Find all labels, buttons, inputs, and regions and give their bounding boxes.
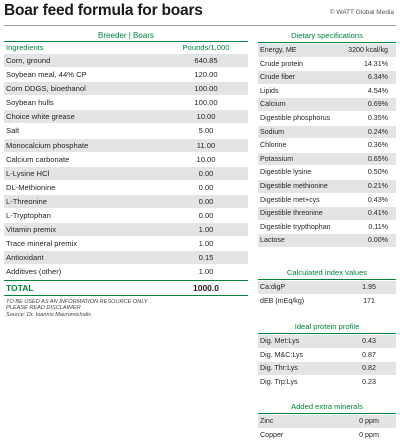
table-row: [258, 362, 396, 376]
table-row: [4, 54, 248, 68]
table-row: [258, 153, 396, 167]
table-row: [4, 265, 248, 279]
row-label: Corn, ground: [6, 56, 51, 65]
table-row: [4, 110, 248, 124]
row-value: 0.00: [198, 168, 214, 178]
ingredients-col-header: Ingredients: [6, 43, 44, 52]
table-row: [258, 44, 396, 58]
row-label: Calcium carbonate: [6, 154, 70, 164]
row-value: 0.65%: [367, 154, 388, 163]
row-label: Crude protein: [260, 59, 303, 68]
row-value: 4.54%: [367, 86, 388, 95]
index-rows: [258, 281, 396, 308]
row-label: Soybean meal, 44% CP: [6, 70, 87, 80]
table-row: [258, 295, 396, 309]
disclaimer-note: [4, 299, 248, 319]
row-label: L-Tryptophan: [6, 211, 51, 221]
row-value: 1.00: [198, 225, 214, 235]
table-row: [258, 415, 396, 429]
row-value: 0.50%: [367, 168, 388, 177]
extra-minerals-table: [258, 401, 396, 442]
row-value: 3200 kcal/kg: [348, 46, 388, 54]
table-row: [4, 237, 248, 251]
table-row: [258, 234, 396, 248]
row-label: Choice white grease: [6, 112, 75, 122]
note-line-1: TO BE USED AS AN INFORMATION RESOURCE ONLY: [6, 298, 148, 305]
table-row: [258, 126, 396, 140]
row-value: 0.43: [362, 337, 376, 345]
row-label: Dig. Thr:Lys: [260, 364, 298, 373]
table-row: [4, 195, 248, 209]
row-label: Lactose: [260, 236, 285, 245]
table-row: [4, 153, 248, 167]
row-value: 0.69%: [367, 100, 388, 109]
row-label: Digestible trypthophan: [260, 222, 331, 231]
table-row: [258, 112, 396, 126]
table-row: [4, 181, 248, 195]
row-label: Digestible lysine: [260, 168, 312, 177]
row-value: 10.00: [196, 154, 216, 164]
table-row: [4, 139, 248, 153]
table-row: [258, 221, 396, 235]
table-row: [258, 71, 396, 85]
table-row: [258, 429, 396, 443]
row-value: 14.31%: [363, 59, 388, 68]
table-row: [258, 166, 396, 180]
row-label: Energy, ME: [260, 46, 297, 54]
row-label: Soybean hulls: [6, 98, 54, 108]
row-label: Crude fiber: [260, 73, 296, 82]
row-value: 1.95: [362, 283, 376, 291]
table-row: [258, 281, 396, 295]
table-row: [258, 58, 396, 72]
row-value: 0.11%: [368, 222, 388, 231]
row-value: 0.35%: [367, 113, 388, 122]
row-label: L-Threonine: [6, 196, 47, 206]
breeder-section-title: Breeder | Boars: [4, 30, 248, 42]
row-label: Dig. M&C:Lys: [260, 350, 304, 359]
row-label: dEB (mEq/kg): [260, 296, 305, 305]
row-value: 0.41%: [367, 209, 388, 218]
row-label: Digestible phosphorus: [260, 113, 331, 122]
table-row: [258, 349, 396, 363]
row-value: 0.00%: [367, 236, 388, 245]
dietary-title: Dietary specifications: [258, 30, 396, 43]
row-value: 10.00: [196, 112, 216, 122]
row-value: 120.00: [194, 70, 218, 80]
row-label: Monocalcium phosphate: [6, 140, 89, 150]
pounds-col-header: Pounds/1,000: [182, 43, 230, 52]
table-row: [4, 209, 248, 223]
row-value: 0.36%: [367, 141, 388, 150]
table-row: [4, 82, 248, 96]
row-label: Dig. Trp:Lys: [260, 377, 298, 386]
row-label: Vitamin premix: [6, 225, 57, 235]
credit-text: © WATT Global Media: [329, 9, 394, 16]
row-label: Corn DDGS, bioethanol: [6, 84, 86, 94]
row-label: Digestible methionine: [260, 181, 328, 190]
total-value: 1000.0: [193, 282, 219, 293]
protein-rows: [258, 335, 396, 389]
total-label: TOTAL: [6, 282, 34, 293]
row-label: Lipids: [260, 86, 279, 95]
table-row: [258, 85, 396, 99]
row-label: Antioxidant: [6, 253, 44, 263]
protein-title: Ideal protein profile: [258, 321, 396, 334]
note-line-2: PLEASE READ DISCLAIMER: [6, 305, 81, 312]
row-label: Trace mineral premix: [6, 239, 78, 249]
row-value: 0.87: [362, 350, 376, 359]
ingredients-table: [4, 30, 248, 319]
table-row: [258, 376, 396, 390]
row-value: 0.15: [198, 253, 214, 263]
page-title: Boar feed formula for boars: [4, 2, 203, 19]
table-row: [4, 68, 248, 82]
table-row: [4, 124, 248, 138]
row-value: 171: [363, 296, 375, 305]
dietary-specifications-table: [258, 30, 396, 248]
table-row: [258, 335, 396, 349]
row-label: Sodium: [260, 127, 285, 136]
dietary-rows: [258, 44, 396, 248]
source-line: Source: Dr. Ioannis Mavromichalis: [6, 312, 91, 319]
row-label: DL-Methionine: [6, 182, 56, 192]
row-value: 11.00: [196, 140, 216, 150]
row-label: Zinc: [260, 417, 274, 425]
row-value: 100.00: [194, 98, 218, 108]
row-value: 6.34%: [367, 73, 388, 82]
row-label: Salt: [6, 126, 20, 136]
row-label: Additives (other): [6, 267, 62, 277]
table-row: [4, 167, 248, 181]
table-row: [4, 223, 248, 237]
title-rule: [4, 25, 396, 26]
row-value: 0.00: [198, 211, 214, 221]
row-value: 0.43%: [367, 195, 388, 204]
row-label: Digestible met+cys: [260, 195, 320, 204]
row-label: Chlorine: [260, 141, 287, 150]
row-value: 0.00: [198, 182, 214, 192]
row-label: Ca:digP: [260, 283, 286, 291]
row-value: 1.00: [198, 267, 214, 277]
ideal-protein-table: [258, 321, 396, 389]
table-row: [258, 194, 396, 208]
row-value: 5.00: [198, 126, 214, 136]
row-value: 640.85: [194, 56, 218, 65]
row-label: Digestible threonine: [260, 209, 323, 218]
index-values-table: [258, 267, 396, 308]
table-row: [4, 96, 248, 110]
minerals-rows: [258, 415, 396, 442]
row-value: 0.82: [362, 364, 376, 373]
row-value: 0.21%: [367, 181, 388, 190]
row-value: 0.23: [362, 377, 376, 386]
ingredients-rows: [4, 54, 248, 280]
row-label: L-Lysine HCl: [6, 168, 50, 178]
ingredients-header: [4, 42, 248, 54]
row-value: 100.00: [194, 84, 218, 94]
row-value: 0.24%: [367, 127, 388, 136]
table-row: [258, 139, 396, 153]
index-title: Calculated index values: [258, 267, 396, 280]
row-label: Dig. Met:Lys: [260, 337, 300, 345]
row-label: Potassium: [260, 154, 294, 163]
row-label: Calcium: [260, 100, 286, 109]
table-row: [258, 207, 396, 221]
table-row: [258, 180, 396, 194]
row-label: Copper: [260, 430, 284, 439]
table-row: [4, 251, 248, 265]
minerals-title: Added extra minerals: [258, 401, 396, 414]
row-value: 1.00: [198, 239, 214, 249]
row-value: 0.00: [198, 196, 214, 206]
total-row: [4, 280, 248, 296]
row-value: 0 ppm: [359, 417, 379, 425]
table-row: [258, 98, 396, 112]
row-value: 0 ppm: [359, 430, 379, 439]
